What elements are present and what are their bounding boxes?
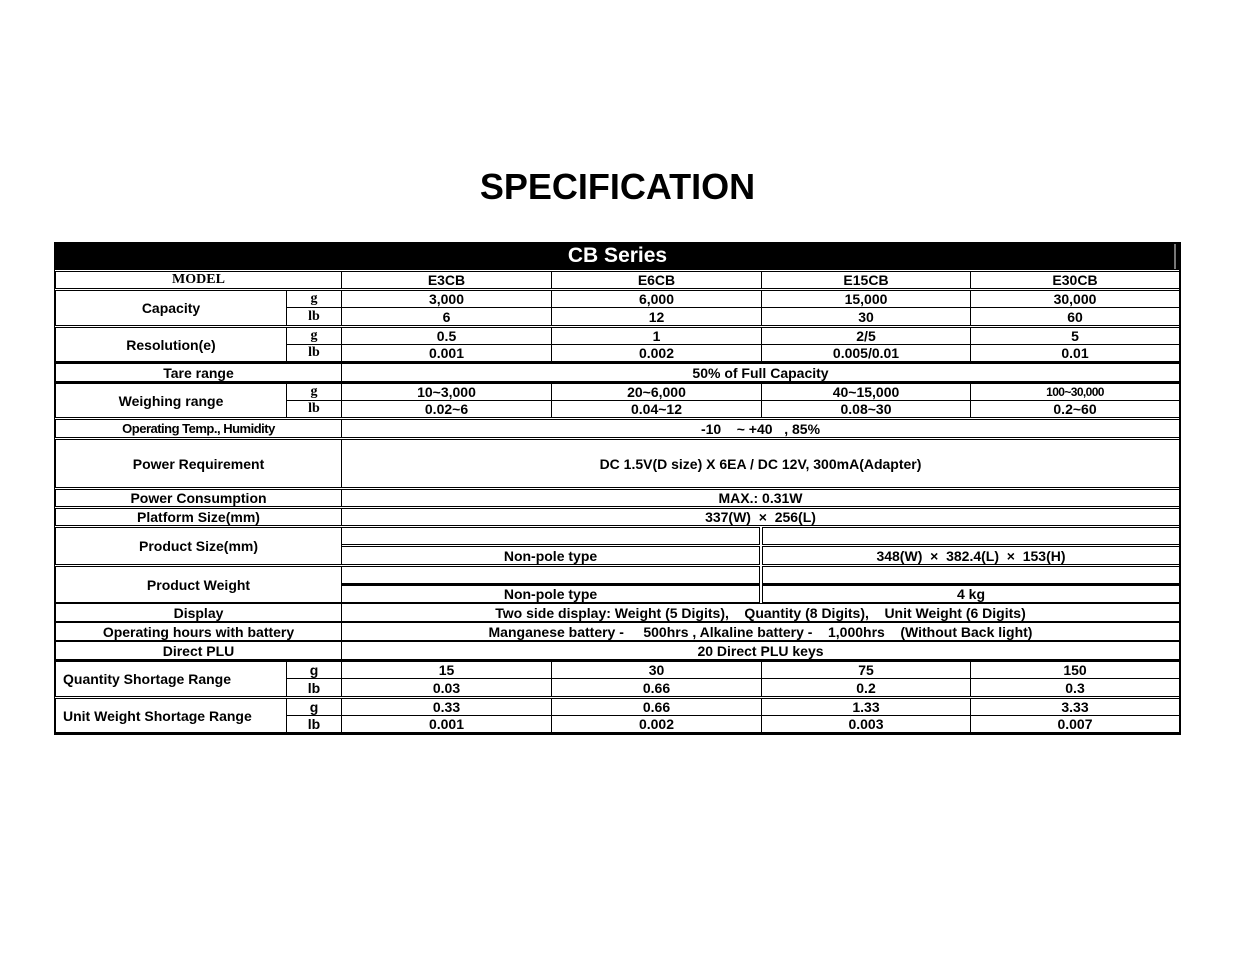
page-title: SPECIFICATION: [479, 166, 756, 207]
quantity-shortage-g-e3cb: 15: [341, 660, 552, 679]
unit-weight-shortage-label: Unit Weight Shortage Range: [55, 698, 287, 733]
product-weight-top-right: [762, 566, 1180, 584]
resolution-g-e30cb: 5: [970, 327, 1180, 345]
weighing-lb-e3cb: 0.02~6: [341, 400, 552, 418]
weighing-g-e15cb: 40~15,000: [761, 383, 971, 401]
unit-weight-shortage-g-e3cb: 0.33: [341, 698, 552, 716]
product-size-label: Product Size(mm): [55, 527, 342, 565]
product-weight-top-left: [341, 566, 760, 584]
weighing-lb-e6cb: 0.04~12: [551, 400, 762, 418]
quantity-shortage-label: Quantity Shortage Range: [55, 660, 287, 697]
resolution-lb-e15cb: 0.005/0.01: [761, 344, 971, 362]
weighing-lb-e30cb: 0.2~60: [970, 400, 1180, 418]
capacity-g-e6cb: 6,000: [551, 290, 762, 308]
resolution-lb-e30cb: 0.01: [970, 344, 1180, 362]
tare-range-label: Tare range: [55, 363, 342, 382]
power-requirement-value: DC 1.5V(D size) X 6EA / DC 12V, 300mA(Adapter): [341, 439, 1180, 488]
resolution-g-e15cb: 2/5: [761, 327, 971, 345]
platform-size-value: 337(W) × 256(L): [341, 508, 1180, 526]
capacity-lb-e6cb: 12: [551, 307, 762, 326]
unit-weight-shortage-g-e30cb: 3.33: [970, 698, 1180, 716]
quantity-shortage-g-e6cb: 30: [551, 660, 762, 679]
quantity-shortage-lb-e3cb: 0.03: [341, 678, 552, 697]
unit-weight-shortage-g-e15cb: 1.33: [761, 698, 971, 716]
weighing-unit-g: g: [286, 383, 342, 401]
quantity-shortage-lb-e15cb: 0.2: [761, 678, 971, 697]
quantity-shortage-unit-lb: lb: [286, 678, 342, 697]
platform-size-label: Platform Size(mm): [55, 508, 342, 526]
capacity-unit-g: g: [286, 290, 342, 308]
operating-temp-value: -10 ~ +40 , 85%: [341, 419, 1180, 438]
unit-weight-shortage-lb-e30cb: 0.007: [970, 715, 1180, 733]
resolution-g-e3cb: 0.5: [341, 327, 552, 345]
section-divider: [55, 381, 1180, 383]
capacity-unit-lb: lb: [286, 307, 342, 326]
resolution-unit-lb: lb: [286, 344, 342, 362]
display-value: Two side display: Weight (5 Digits), Quantity (8 Digits), Unit Weight (6 Digits): [341, 603, 1180, 622]
product-weight-label: Product Weight: [55, 566, 342, 603]
unit-weight-shortage-lb-e15cb: 0.003: [761, 715, 971, 733]
unit-weight-shortage-lb-e3cb: 0.001: [341, 715, 552, 733]
unit-weight-shortage-unit-lb: lb: [286, 715, 342, 733]
quantity-shortage-lb-e30cb: 0.3: [970, 678, 1180, 697]
quantity-shortage-unit-g: g: [286, 660, 342, 679]
tare-range-value: 50% of Full Capacity: [341, 363, 1180, 382]
quantity-shortage-g-e15cb: 75: [761, 660, 971, 679]
model-e3cb: E3CB: [341, 271, 552, 289]
capacity-g-e15cb: 15,000: [761, 290, 971, 308]
operating-hours-label: Operating hours with battery: [55, 622, 342, 641]
model-e30cb: E30CB: [970, 271, 1180, 289]
series-header: CB Series: [55, 242, 1180, 270]
direct-plu-label: Direct PLU: [55, 641, 342, 660]
product-size-top-left: [341, 527, 760, 545]
model-e15cb: E15CB: [761, 271, 971, 289]
unit-weight-shortage-lb-e6cb: 0.002: [551, 715, 762, 733]
product-size-type: Non-pole type: [341, 546, 760, 565]
power-consumption-label: Power Consumption: [55, 489, 342, 507]
capacity-lb-e15cb: 30: [761, 307, 971, 326]
header-edge-divider: [1174, 244, 1176, 269]
section-divider: [55, 362, 1180, 364]
capacity-lb-e30cb: 60: [970, 307, 1180, 326]
model-label: MODEL: [55, 271, 342, 289]
resolution-g-e6cb: 1: [551, 327, 762, 345]
weighing-g-e30cb: 100~30,000: [970, 383, 1180, 401]
resolution-label: Resolution(e): [55, 327, 287, 362]
resolution-lb-e3cb: 0.001: [341, 344, 552, 362]
display-label: Display: [55, 603, 342, 622]
weighing-lb-e15cb: 0.08~30: [761, 400, 971, 418]
unit-weight-shortage-unit-g: g: [286, 698, 342, 716]
power-requirement-label: Power Requirement: [55, 439, 342, 488]
unit-weight-shortage-g-e6cb: 0.66: [551, 698, 762, 716]
weighing-unit-lb: lb: [286, 400, 342, 418]
power-consumption-value: MAX.: 0.31W: [341, 489, 1180, 507]
table-bottom-border: [55, 733, 1180, 735]
section-divider: [55, 640, 1180, 641]
weighing-g-e3cb: 10~3,000: [341, 383, 552, 401]
operating-temp-label: Operating Temp., Humidity: [55, 419, 342, 438]
product-weight-type: Non-pole type: [341, 584, 760, 603]
quantity-shortage-g-e30cb: 150: [970, 660, 1180, 679]
product-size-value: 348(W) × 382.4(L) × 153(H): [762, 546, 1180, 565]
weighing-range-label: Weighing range: [55, 383, 287, 418]
resolution-lb-e6cb: 0.002: [551, 344, 762, 362]
capacity-g-e3cb: 3,000: [341, 290, 552, 308]
product-weight-value: 4 kg: [762, 584, 1180, 603]
resolution-unit-g: g: [286, 327, 342, 345]
capacity-label: Capacity: [55, 290, 287, 326]
quantity-shortage-lb-e6cb: 0.66: [551, 678, 762, 697]
capacity-lb-e3cb: 6: [341, 307, 552, 326]
direct-plu-value: 20 Direct PLU keys: [341, 641, 1180, 660]
product-size-top-right: [762, 527, 1180, 545]
weighing-g-e6cb: 20~6,000: [551, 383, 762, 401]
capacity-g-e30cb: 30,000: [970, 290, 1180, 308]
model-e6cb: E6CB: [551, 271, 762, 289]
operating-hours-value: Manganese battery - 500hrs , Alkaline battery - 1,000hrs (Without Back light): [341, 622, 1180, 641]
